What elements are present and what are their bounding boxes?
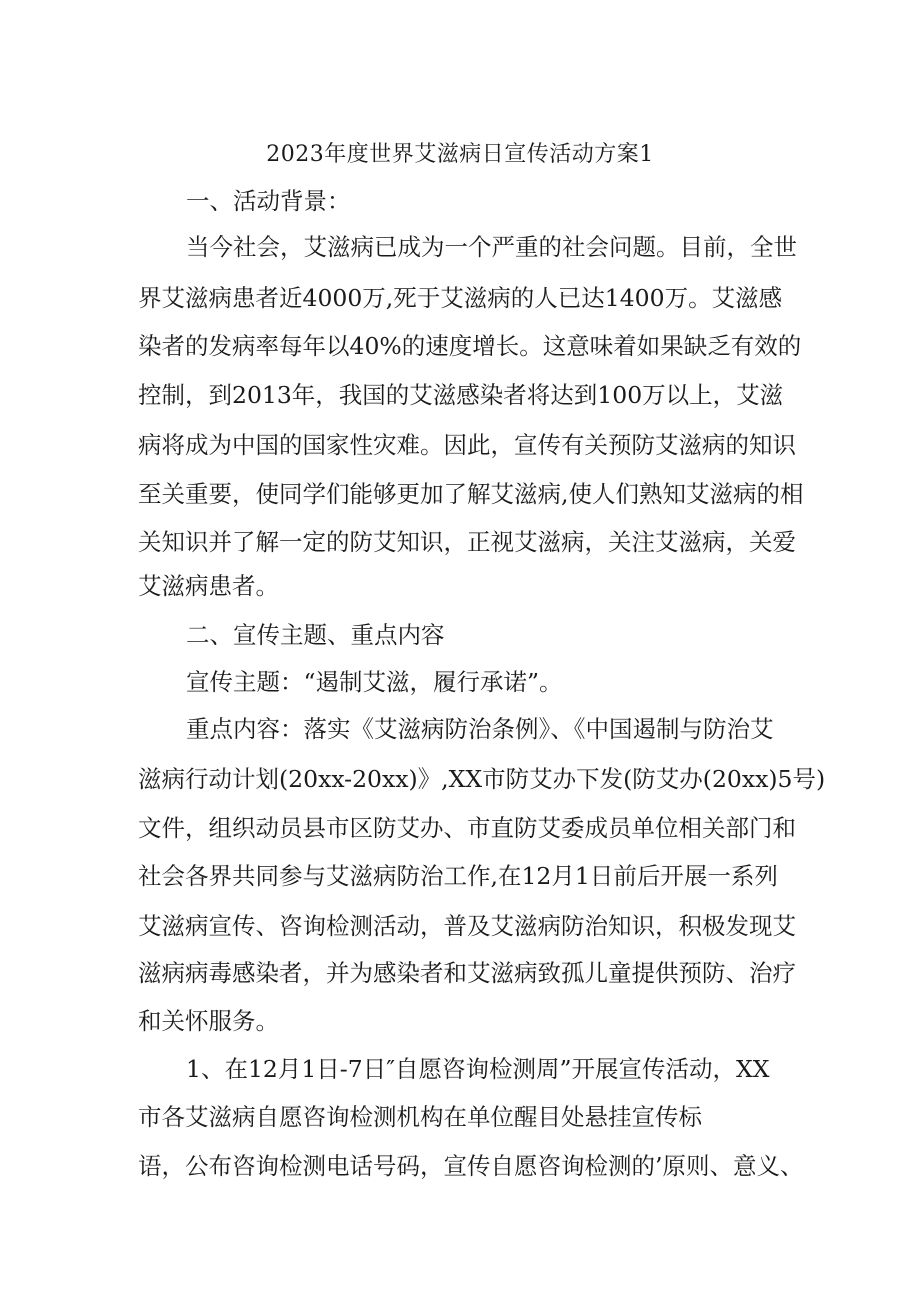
paragraph-line: 社会各界共同参与艾滋病防治工作,在12月1日前后开展一系列 (138, 862, 778, 890)
document-title: 2023年度世界艾滋病日宣传活动方案1 (266, 142, 654, 167)
paragraph-line: 艾滋病患者。 (138, 572, 279, 600)
paragraph-line: 至关重要，使同学们能够更加了解艾滋病,使人们熟知艾滋病的相 (138, 480, 804, 508)
paragraph-line: 滋病行动计划(20xx-20xx)》,XX市防艾办下发(防艾办(20xx)5号) (138, 765, 826, 793)
section-heading-theme: 二、宣传主题、重点内容 (186, 621, 445, 649)
paragraph-line: 滋病病毒感染者，并为感染者和艾滋病致孤儿童提供预防、治疗 (138, 959, 796, 987)
paragraph-line: 染者的发病率每年以40%的速度增长。这意味着如果缺乏有效的 (138, 332, 802, 360)
paragraph-line: 1、在12月1日-7日″自愿咨询检测周”开展宣传活动，XX (186, 1055, 770, 1083)
paragraph-line: 艾滋病宣传、咨询检测活动，普及艾滋病防治知识，积极发现艾 (138, 912, 796, 940)
paragraph-line: 当今社会，艾滋病已成为一个严重的社会问题。目前，全世 (186, 233, 797, 261)
paragraph-line: 市各艾滋病自愿咨询检测机构在单位醒目处悬挂宣传标 (138, 1103, 702, 1131)
paragraph-line: 重点内容：落实《艾滋病防治条例》、《中国遏制与防治艾 (186, 715, 774, 743)
paragraph-line: 语，公布咨询检测电话号码，宣传自愿咨询检测的’原则、意义、 (138, 1152, 804, 1180)
paragraph-line: 界艾滋病患者近4000万,死于艾滋病的人已达1400万。艾滋感 (138, 284, 783, 312)
paragraph-line: 控制，到2013年，我国的艾滋感染者将达到100万以上，艾滋 (138, 381, 784, 409)
paragraph-line: 病将成为中国的国家性灾难。因此，宣传有关预防艾滋病的知识 (138, 431, 796, 459)
paragraph-line: 和关怀服务。 (138, 1007, 279, 1035)
paragraph-line: 宣传主题：“遏制艾滋，履行承诺”。 (186, 668, 563, 696)
paragraph-line: 文件，组织动员县市区防艾办、市直防艾委成员单位相关部门和 (138, 814, 796, 842)
paragraph-line: 关知识并了解一定的防艾知识，正视艾滋病，关注艾滋病，关爱 (138, 528, 796, 556)
section-heading-background: 一、活动背景： (186, 187, 351, 215)
